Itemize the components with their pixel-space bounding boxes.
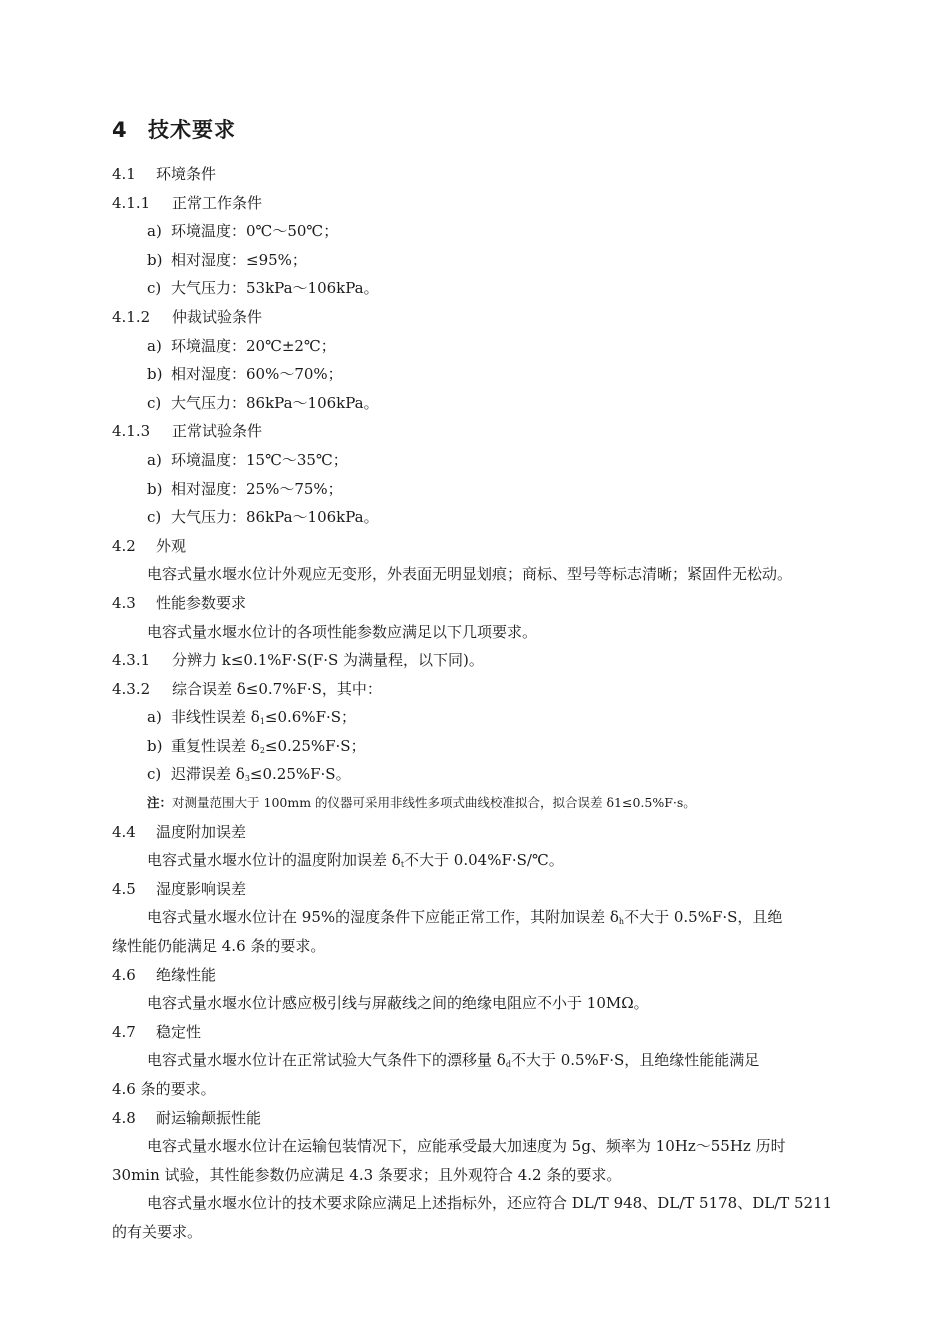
heading-title: 温度附加误差 xyxy=(156,822,247,841)
heading-number: 4.5 xyxy=(112,879,136,898)
subsection-4-1-2-heading xyxy=(112,303,842,332)
subsection-4-5-heading xyxy=(112,875,842,904)
list-item xyxy=(112,475,842,504)
heading-number: 4.1.3 xyxy=(112,422,151,441)
heading-number: 4.1 xyxy=(112,165,136,183)
section-body xyxy=(112,160,842,1247)
subsection-4-6-heading xyxy=(112,961,842,990)
item-text: ≤0.25%F·S； xyxy=(264,736,366,755)
item-marker: c) xyxy=(147,279,162,298)
subsection-4-1-heading xyxy=(112,160,842,189)
paragraph-continuation: 30min 试验，其性能参数仍应满足 4.3 条要求；且外观符合 4.2 条的要求。 xyxy=(112,1165,622,1184)
note-text: 对测量范围大于 100mm 的仪器可采用非线性多项式曲线校准拟合，拟合误差 δ1≤0.5%F·s。 xyxy=(172,795,696,811)
heading-title: 湿度影响误差 xyxy=(156,879,247,898)
subsection-4-3-heading xyxy=(112,589,842,618)
section-heading xyxy=(112,114,236,144)
note-label: 注： xyxy=(147,795,173,811)
subscript: t xyxy=(400,860,405,870)
heading-title: 正常工作条件 xyxy=(172,193,263,212)
list-item xyxy=(112,217,842,246)
subsection-4-2-heading xyxy=(112,532,842,561)
heading-title: 外观 xyxy=(156,536,187,555)
subsection-4-4-heading xyxy=(112,818,842,847)
text-run: 不大于 0.5%F·S，且绝 xyxy=(624,908,783,927)
heading-title: 性能参数要求 xyxy=(156,593,247,612)
item-text: 大气压力：53kPa～106kPa。 xyxy=(171,279,379,298)
item-text: 环境温度：0℃～50℃； xyxy=(171,222,339,241)
subscript: d xyxy=(505,1060,511,1070)
item-marker: b) xyxy=(147,736,163,755)
item-marker: c) xyxy=(147,508,162,527)
subscript: h xyxy=(618,917,625,927)
item-text: 相对湿度：≤95%； xyxy=(171,250,307,269)
subsection-4-1-1-heading xyxy=(112,189,842,218)
paragraph xyxy=(112,846,842,875)
subsection-4-1-3-heading xyxy=(112,417,842,446)
subsection-4-7-heading xyxy=(112,1018,842,1047)
list-item xyxy=(112,503,842,532)
paragraph: 电容式量水堰水位计的各项性能参数应满足以下几项要求。 xyxy=(147,622,538,641)
item-marker: b) xyxy=(147,479,163,498)
section-number: 4 xyxy=(112,118,128,142)
item-marker: b) xyxy=(147,365,163,384)
paragraph: 电容式量水堰水位计感应极引线与屏蔽线之间的绝缘电阻应不小于 10MΩ。 xyxy=(147,994,649,1013)
subscript: 3 xyxy=(244,774,250,784)
subsection-4-8-heading xyxy=(112,1104,842,1133)
item-marker: a) xyxy=(147,222,162,241)
text-run: 电容式量水堰水位计在 95%的湿度条件下应能正常工作，其附加误差 δ xyxy=(147,908,619,927)
item-text: 环境温度：20℃±2℃； xyxy=(171,336,336,355)
heading-number: 4.7 xyxy=(112,1022,136,1041)
heading-number: 4.3 xyxy=(112,593,136,612)
heading-number: 4.4 xyxy=(112,822,136,841)
item-text: 相对湿度：60%～70%； xyxy=(171,365,343,384)
heading-number: 4.6 xyxy=(112,965,136,984)
heading-number: 4.2 xyxy=(112,536,136,555)
subsection-4-3-1 xyxy=(112,646,842,675)
paragraph-continuation: 4.6 条的要求。 xyxy=(112,1080,216,1098)
item-text: 大气压力：86kPa～106kPa。 xyxy=(171,393,379,412)
item-text: 相对湿度：25%～75%； xyxy=(171,479,343,498)
text-run: 电容式量水堰水位计在正常试验大气条件下的漂移量 δ xyxy=(147,1051,506,1070)
item-text: 环境温度：15℃～35℃； xyxy=(171,450,348,469)
note xyxy=(112,789,842,818)
heading-number: 4.1.1 xyxy=(112,193,151,212)
heading-title: 仲裁试验条件 xyxy=(172,307,263,326)
item-marker: c) xyxy=(147,393,162,412)
heading-number: 4.3.2 xyxy=(112,679,151,698)
list-item xyxy=(112,274,842,303)
item-marker: a) xyxy=(147,708,162,727)
item-text: 重复性误差 δ xyxy=(171,736,260,755)
item-text: ≤0.25%F·S。 xyxy=(249,765,351,784)
text-run: 电容式量水堰水位计的温度附加误差 δ xyxy=(147,851,401,870)
text-run: 不大于 0.04%F·S/℃。 xyxy=(404,851,564,870)
list-item xyxy=(112,246,842,275)
section-title: 技术要求 xyxy=(148,118,236,142)
heading-title: 耐运输颠振性能 xyxy=(156,1108,262,1127)
list-item xyxy=(112,732,842,761)
paragraph xyxy=(112,1046,842,1075)
item-marker: a) xyxy=(147,336,162,355)
item-text: 大气压力：86kPa～106kPa。 xyxy=(171,508,379,527)
list-item xyxy=(112,703,842,732)
clause-text: 综合误差 δ≤0.7%F·S，其中： xyxy=(172,679,382,698)
heading-title: 正常试验条件 xyxy=(172,422,263,441)
heading-title: 绝缘性能 xyxy=(156,965,217,984)
subsection-4-3-2 xyxy=(112,675,842,704)
subscript: 1 xyxy=(259,717,265,727)
item-marker: b) xyxy=(147,250,163,269)
item-marker: c) xyxy=(147,765,162,784)
list-item xyxy=(112,360,842,389)
paragraph-continuation: 缘性能仍能满足 4.6 条的要求。 xyxy=(112,937,326,956)
subscript: 2 xyxy=(259,745,265,755)
text-run: 不大于 0.5%F·S，且绝缘性能能满足 xyxy=(510,1051,760,1070)
item-marker: a) xyxy=(147,450,162,469)
heading-number: 4.3.1 xyxy=(112,651,151,670)
heading-title: 环境条件 xyxy=(156,165,217,183)
paragraph: 电容式量水堰水位计在运输包装情况下，应能承受最大加速度为 5g、频率为 10Hz～55Hz 历时 xyxy=(147,1137,786,1156)
clause-text: 分辨力 k≤0.1%F·S(F·S 为满量程，以下同)。 xyxy=(172,651,484,670)
paragraph-continuation: 的有关要求。 xyxy=(112,1222,203,1241)
item-text: 非线性误差 δ xyxy=(171,708,260,727)
list-item xyxy=(112,760,842,789)
paragraph: 电容式量水堰水位计外观应无变形，外表面无明显划痕；商标、型号等标志清晰；紧固件无松动。 xyxy=(147,565,793,584)
item-text: ≤0.6%F·S； xyxy=(264,708,357,727)
paragraph: 电容式量水堰水位计的技术要求除应满足上述指标外，还应符合 DL/T 948、DL/T 5178、DL/T 5211 xyxy=(147,1194,833,1213)
list-item xyxy=(112,332,842,361)
heading-number: 4.8 xyxy=(112,1108,136,1127)
paragraph xyxy=(112,903,842,932)
list-item xyxy=(112,446,842,475)
heading-title: 稳定性 xyxy=(156,1022,202,1041)
heading-number: 4.1.2 xyxy=(112,307,151,326)
item-text: 迟滞误差 δ xyxy=(171,765,245,784)
list-item xyxy=(112,389,842,418)
